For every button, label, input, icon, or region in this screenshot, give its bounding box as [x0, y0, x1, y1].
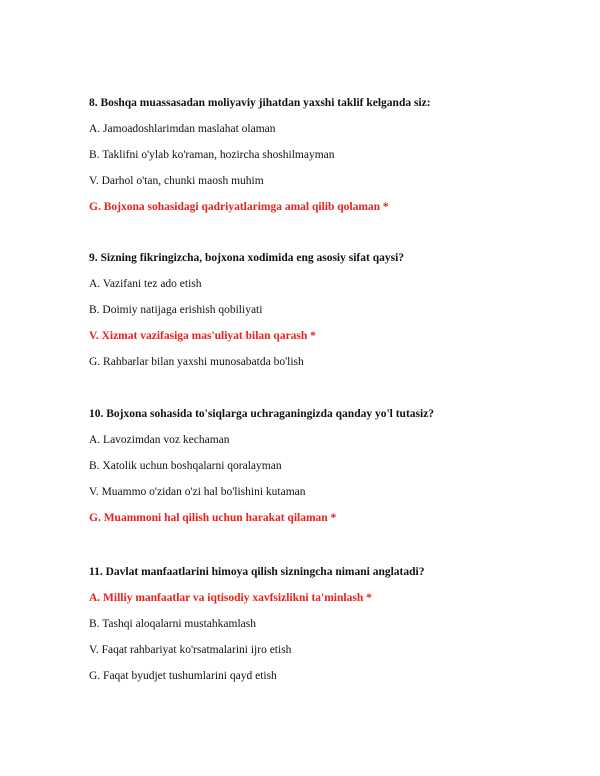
answer-option-b: B. Doimiy natijaga erishish qobiliyati: [89, 304, 263, 316]
answer-option-a: A. Jamoadoshlarimdan maslahat olaman: [89, 123, 276, 135]
answer-option-v: V. Faqat rahbariyat ko'rsatmalarini ijro etish: [89, 644, 292, 656]
answer-option-g: G. Bojxona sohasidagi qadriyatlarimga amal qilib qolaman *: [89, 201, 389, 213]
question-text: 11. Davlat manfaatlarini himoya qilish sizningcha nimani anglatadi?: [89, 566, 425, 578]
answer-option-a: A. Vazifani tez ado etish: [89, 278, 202, 290]
answer-option-v: V. Darhol o'tan, chunki maosh muhim: [89, 175, 264, 187]
answer-option-a: A. Lavozimdan voz kechaman: [89, 434, 230, 446]
answer-option-v: V. Xizmat vazifasiga mas'uliyat bilan qarash *: [89, 330, 316, 342]
answer-option-g: G. Muammoni hal qilish uchun harakat qilaman *: [89, 512, 337, 524]
answer-option-b: B. Xatolik uchun boshqalarni qoralayman: [89, 460, 282, 472]
answer-option-g: G. Faqat byudjet tushumlarini qayd etish: [89, 670, 277, 682]
question-text: 10. Bojxona sohasida to'siqlarga uchraganingizda qanday yo'l tutasiz?: [89, 408, 435, 420]
question-text: 8. Boshqa muassasadan moliyaviy jihatdan yaxshi taklif kelganda siz:: [89, 97, 431, 109]
answer-option-b: B. Taklifni o'ylab ko'raman, hozircha shoshilmayman: [89, 149, 335, 161]
answer-option-v: V. Muammo o'zidan o'zi hal bo'lishini kutaman: [89, 486, 306, 498]
answer-option-a: A. Milliy manfaatlar va iqtisodiy xavfsizlikni ta'minlash *: [89, 592, 372, 604]
answer-option-g: G. Rahbarlar bilan yaxshi munosabatda bo'lish: [89, 356, 304, 368]
answer-option-b: B. Tashqi aloqalarni mustahkamlash: [89, 618, 256, 630]
question-text: 9. Sizning fikringizcha, bojxona xodimida eng asosiy sifat qaysi?: [89, 252, 405, 264]
